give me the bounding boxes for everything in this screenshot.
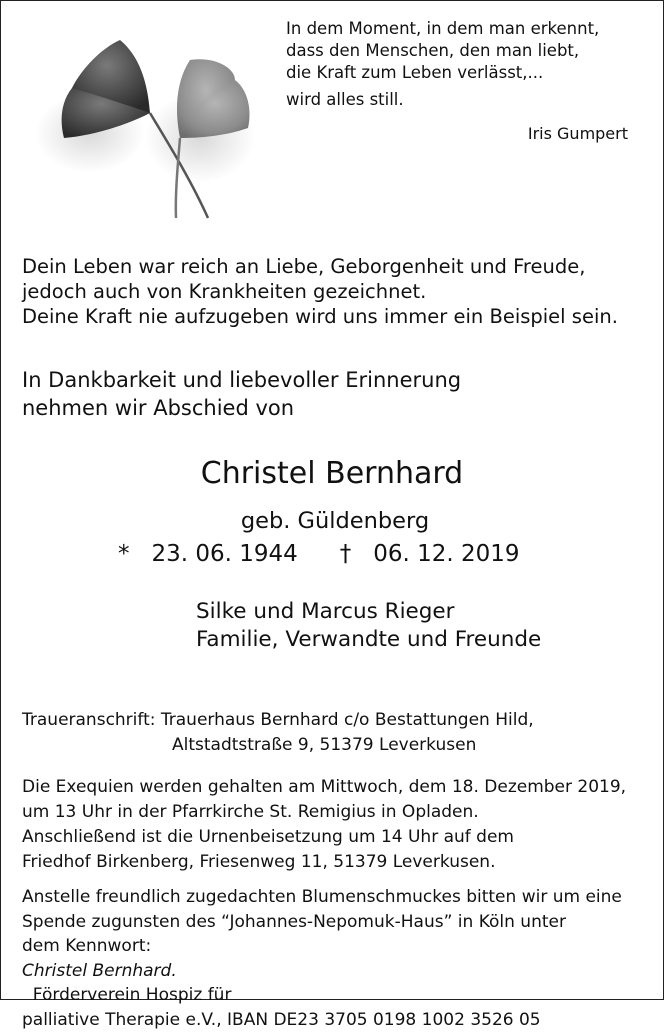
farewell-line: nehmen wir Abschied von [22,394,461,422]
service-line: Friedhof Birkenberg, Friesenweg 11, 51379 Leverkusen. [22,850,626,875]
death-date: 06. 12. 2019 [373,541,519,567]
death-cross-icon: † [340,538,352,570]
donation-keyword-label: dem Kennwort: [22,934,622,959]
mourner-line: Silke und Marcus Rieger [196,598,541,626]
donation-line [22,934,622,1008]
donation-line: palliative Therapie e.V., IBAN DE23 3705 0198 1002 3526 05 [22,1008,622,1032]
donation-keyword: Christel Bernhard. [22,959,622,984]
quote-author: Iris Gumpert [528,124,628,143]
farewell-line: In Dankbarkeit und liebevoller Erinnerung [22,366,461,394]
quote [286,18,599,111]
donation-line: Spende zugunsten des “Johannes-Nepomuk-Haus” in Köln unter [22,910,622,935]
mourning-address [22,708,534,758]
intro-line: Deine Kraft nie aufzugeben wird uns immer ein Beispiel sein. [22,304,618,329]
mourner-line: Familie, Verwandte und Freunde [196,626,541,654]
quote-line: In dem Moment, in dem man erkennt, [286,18,599,40]
donation-recipient: Förderverein Hospiz für [22,983,622,1008]
birth-symbol: * [118,538,130,570]
deceased-name: Christel Bernhard [0,456,664,492]
donation-info [22,885,622,1032]
quote-line: die Kraft zum Leben verlässt,... [286,62,599,84]
ginkgo-leaves-icon [30,18,260,223]
service-line: Die Exequien werden gehalten am Mittwoch, dem 18. Dezember 2019, [22,775,626,800]
farewell-text [22,366,461,422]
mourners [196,598,541,654]
quote-line: dass den Menschen, den man liebt, [286,40,599,62]
intro-text [22,254,618,329]
address-line: Altstadtstraße 9, 51379 Leverkusen [22,733,534,758]
service-line: um 13 Uhr in der Pfarrkirche St. Remigius in Opladen. [22,800,626,825]
address-line: Traueranschrift: Trauerhaus Bernhard c/o Bestattungen Hild, [22,708,534,733]
service-info [22,775,626,875]
maiden-name: geb. Güldenberg [0,506,664,536]
birth-date: 23. 06. 1944 [151,541,297,567]
intro-line: jedoch auch von Krankheiten gezeichnet. [22,279,618,304]
intro-line: Dein Leben war reich an Liebe, Geborgenheit und Freude, [22,254,618,279]
life-dates [118,538,520,570]
quote-line: wird alles still. [286,89,599,111]
service-line: Anschließend ist die Urnenbeisetzung um 14 Uhr auf dem [22,825,626,850]
donation-line: Anstelle freundlich zugedachten Blumenschmuckes bitten wir um eine [22,885,622,910]
